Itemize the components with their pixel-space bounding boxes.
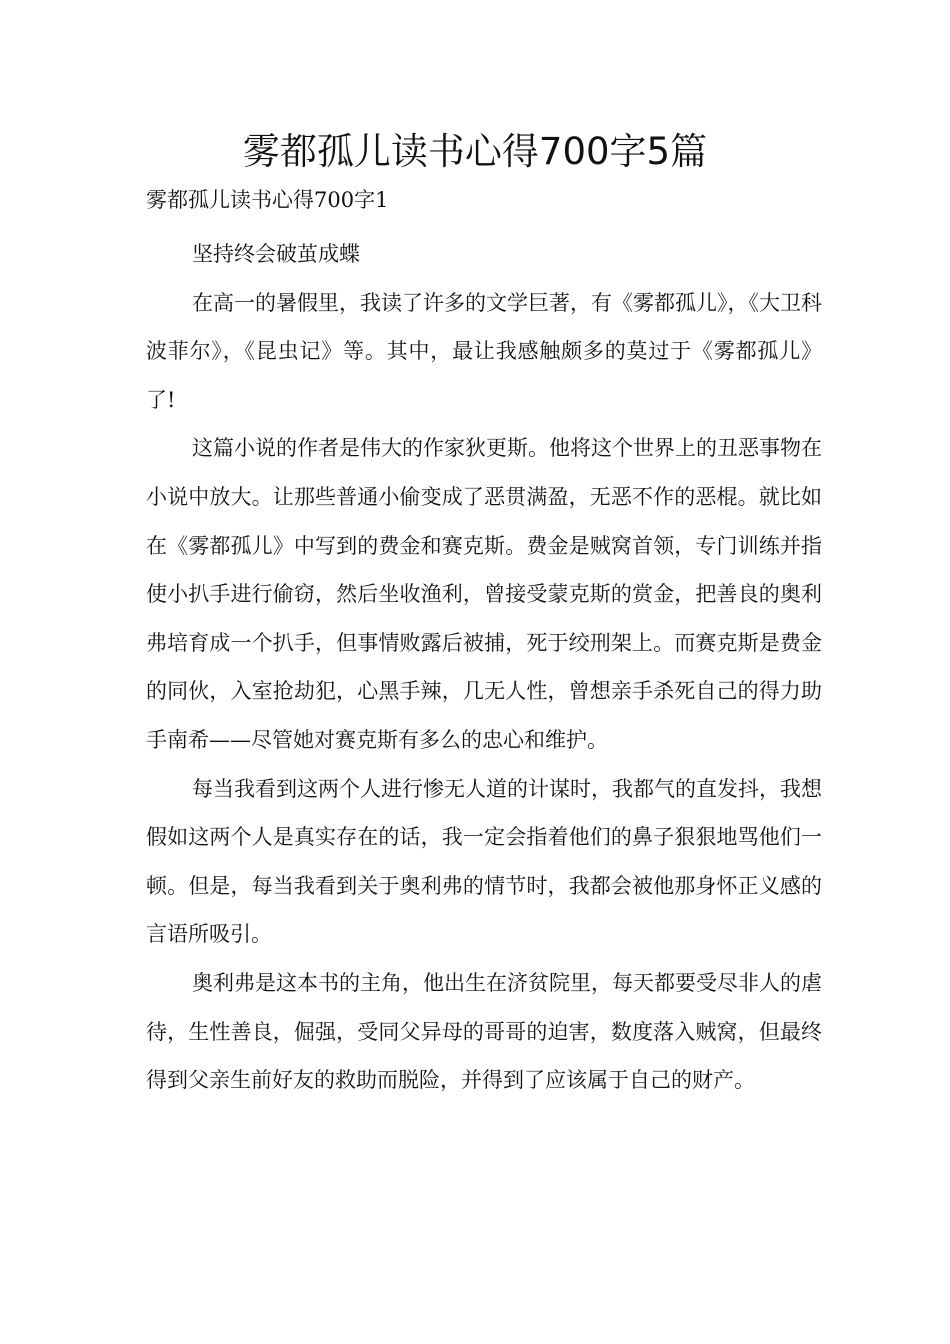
body-paragraph: 在高一的暑假里，我读了许多的文学巨著，有《雾都孤儿》，《大卫科波菲尔》，《昆虫记》等。其中，最让我感触颇多的莫过于《雾都孤儿》了!	[146, 290, 822, 412]
body-paragraph: 这篇小说的作者是伟大的作家狄更斯。他将这个世界上的丑恶事物在小说中放大。让那些普通小偷变成了恶贯满盈，无恶不作的恶棍。就比如在《雾都孤儿》中写到的费金和赛克斯。费金是贼窝首领，专门训练并指使小扒手进行偷窃，然后坐收渔利，曾接受蒙克斯的赏金，把善良的奥利弗培育成一个扒手，但事情败露后被捕，死于绞刑架上。而赛克斯是费金的同伙，入室抢劫犯，心黑手辣，几无人性，曾想亲手杀死自己的得力助手南希——尽管她对赛克斯有多么的忠心和维护。	[146, 436, 822, 752]
document-title: 雾都孤儿读书心得700字5篇	[242, 130, 708, 173]
body-paragraph: 每当我看到这两个人进行惨无人道的计谋时，我都气的直发抖，我想假如这两个人是真实存在的话，我一定会指着他们的鼻子狠狠地骂他们一顿。但是，每当我看到关于奥利弗的情节时，我都会被他那身怀正义感的言语所吸引。	[146, 776, 822, 947]
body-paragraph: 奥利弗是这本书的主角，他出生在济贫院里，每天都要受尽非人的虐待，生性善良，倔强，受同父异母的哥哥的迫害，数度落入贼窝，但最终得到父亲生前好友的救助而脱险，并得到了应该属于自己的财产。	[146, 970, 822, 1093]
essay-heading-paragraph: 坚持终会破茧成蝶	[192, 242, 360, 266]
section-heading: 雾都孤儿读书心得700字1	[146, 188, 389, 212]
document-body	[146, 230, 822, 1105]
